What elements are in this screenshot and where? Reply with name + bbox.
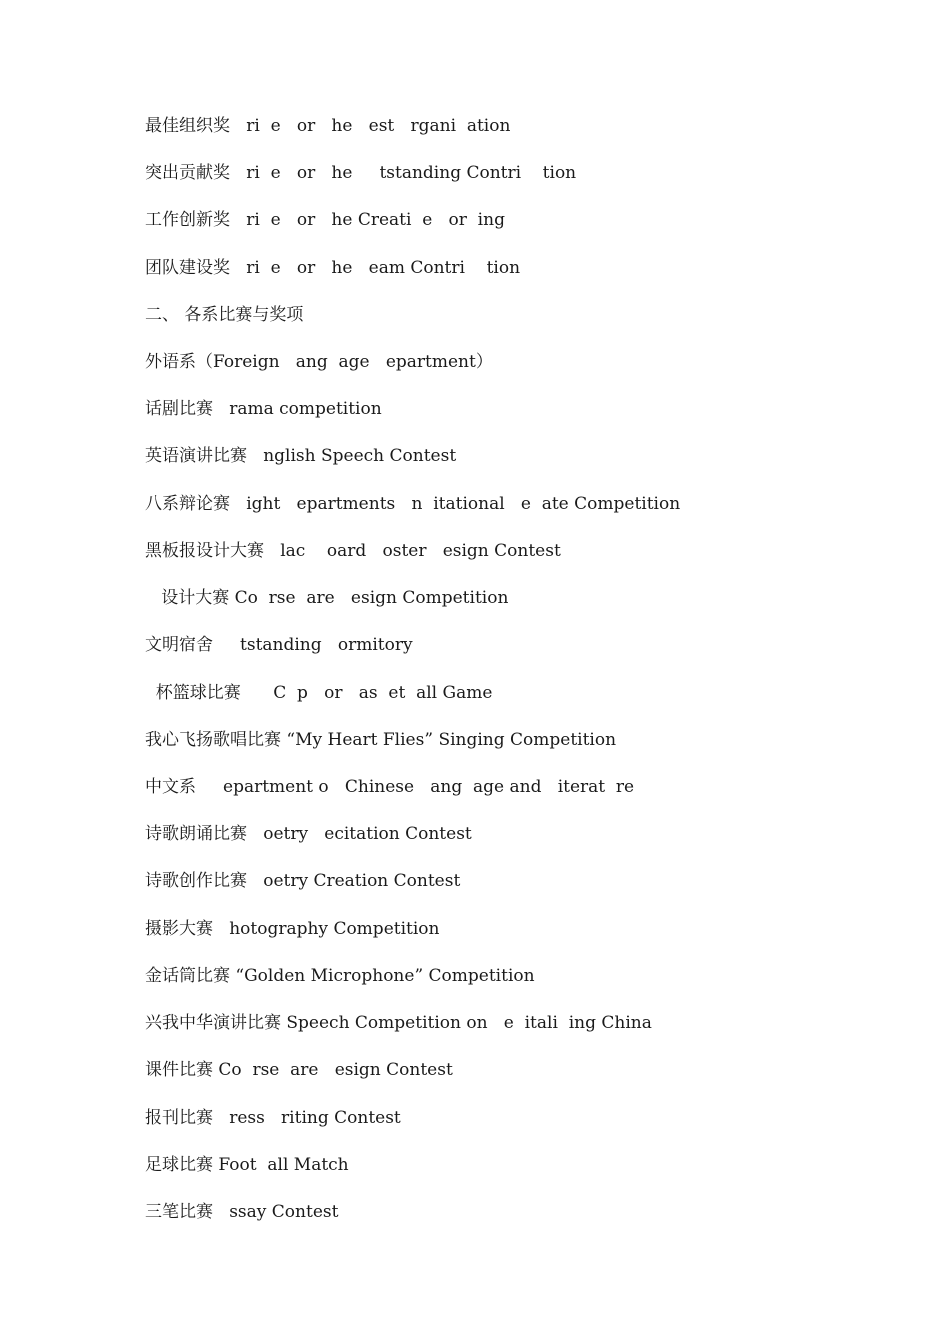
contest-line-revitalizing-china: 兴我中华演讲比赛 Speech Competition on e itali ing China xyxy=(145,1013,652,1033)
contest-line-poetry-creation: 诗歌创作比赛 oetry Creation Contest xyxy=(145,871,461,891)
award-line-team-contribution: 团队建设奖 ri e or he eam Contri tion xyxy=(145,258,521,278)
contest-line-football: 足球比赛 Foot all Match xyxy=(145,1155,349,1175)
contest-line-press-writing: 报刊比赛 ress riting Contest xyxy=(145,1108,401,1128)
contest-line-photography: 摄影大赛 hotography Competition xyxy=(145,919,440,939)
contest-line-debate: 八系辩论赛 ight epartments n itational e ate Competition xyxy=(145,494,681,514)
contest-line-courseware: 课件比赛 Co rse are esign Contest xyxy=(145,1060,453,1080)
section-heading: 二、 各系比赛与奖项 xyxy=(145,305,304,325)
contest-line-golden-microphone: 金话筒比赛 “Golden Microphone” Competition xyxy=(145,966,535,986)
award-line-outstanding-contribution: 突出贡献奖 ri e or he tstanding Contri tion xyxy=(145,163,577,183)
contest-line-blackboard-poster: 黑板报设计大赛 lac oard oster esign Contest xyxy=(145,541,561,561)
department-heading-chinese: 中文系 epartment o Chinese ang age and iterat re xyxy=(145,777,635,797)
department-heading-foreign-language: 外语系（Foreign ang age epartment） xyxy=(145,352,493,372)
contest-line-dormitory: 文明宿舍 tstanding ormitory xyxy=(145,635,413,655)
award-line-best-organization: 最佳组织奖 ri e or he est rgani ation xyxy=(145,116,511,136)
award-line-creative-working: 工作创新奖 ri e or he Creati e or ing xyxy=(145,210,505,230)
contest-line-singing: 我心飞扬歌唱比赛 “My Heart Flies” Singing Competition xyxy=(145,730,617,750)
contest-line-drama: 话剧比赛 rama competition xyxy=(145,399,382,419)
contest-line-essay: 三笔比赛 ssay Contest xyxy=(145,1202,339,1222)
contest-line-poetry-recitation: 诗歌朗诵比赛 oetry ecitation Contest xyxy=(145,824,472,844)
contest-line-english-speech: 英语演讲比赛 nglish Speech Contest xyxy=(145,446,457,466)
contest-line-courseware-design: 设计大赛 Co rse are esign Competition xyxy=(145,588,509,608)
contest-line-basketball: 杯篮球比赛 C p or as et all Game xyxy=(145,683,493,703)
